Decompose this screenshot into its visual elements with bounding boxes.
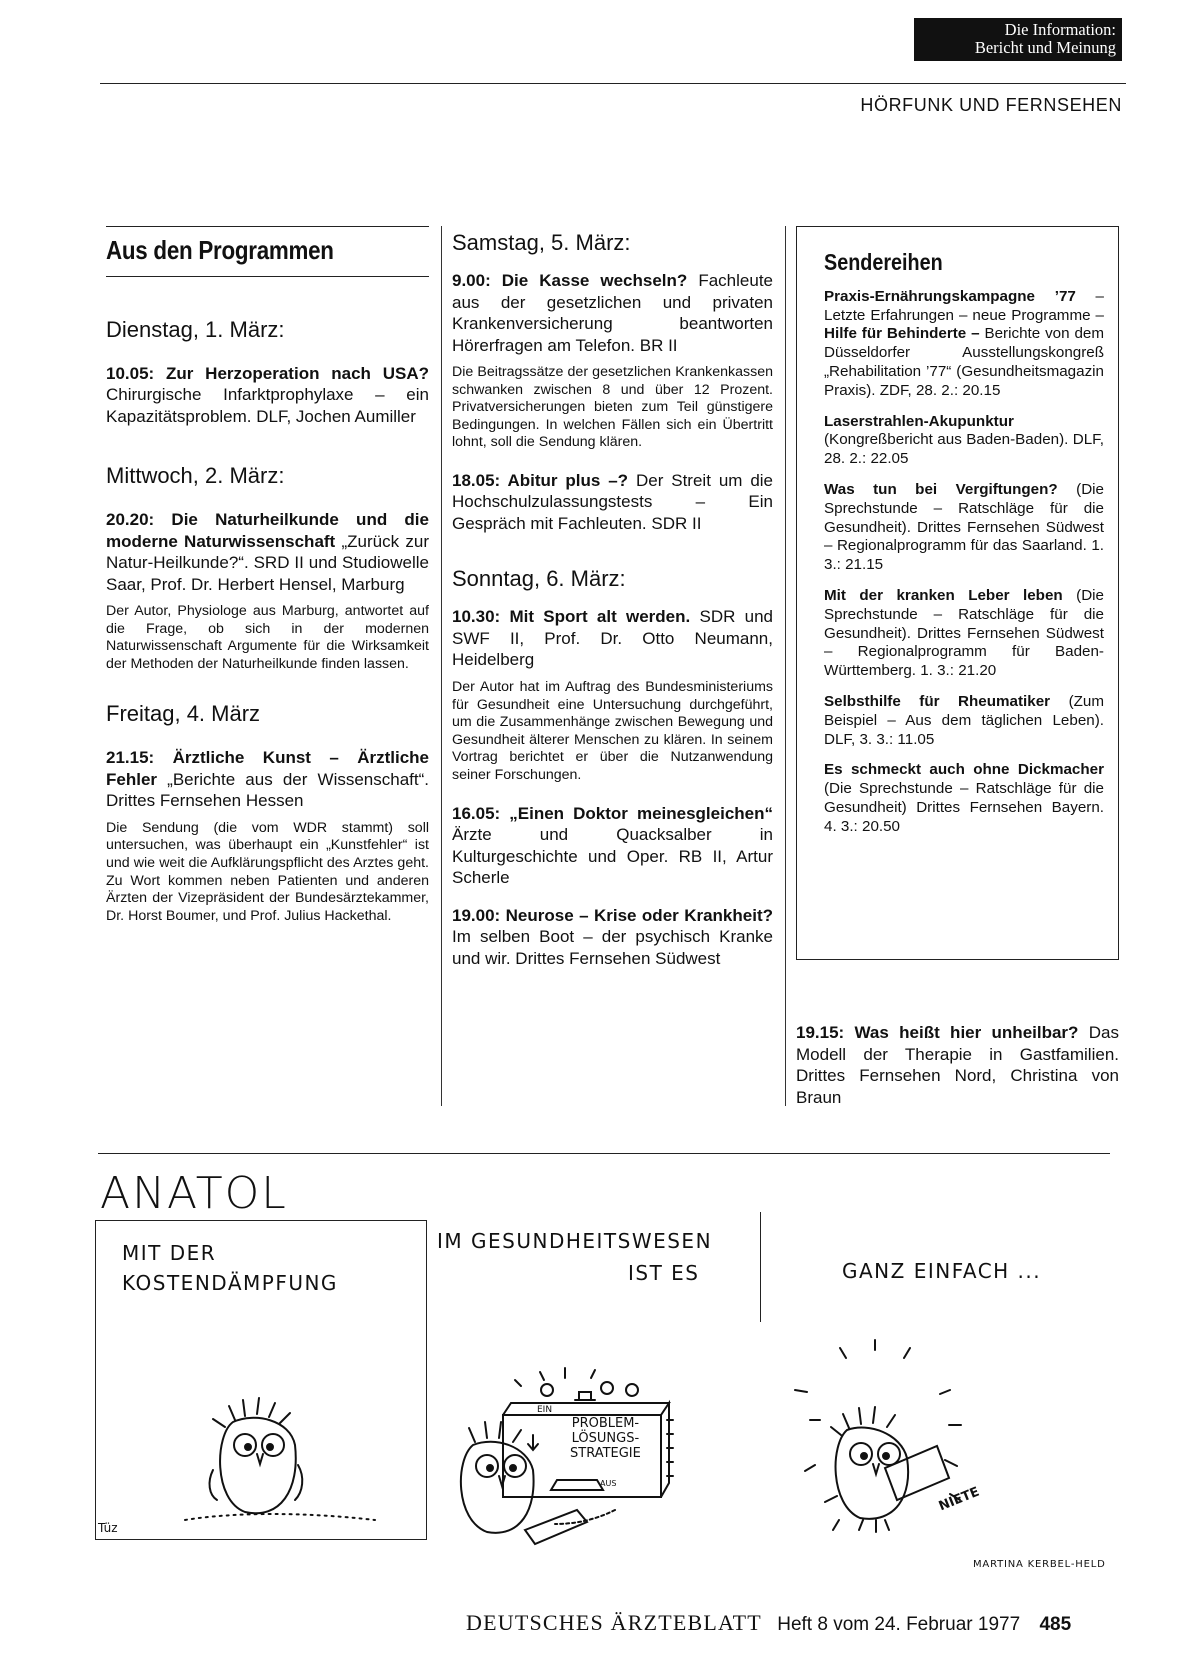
panel-3-caption: GANZ EINFACH ... xyxy=(842,1259,1042,1283)
program-entry: 18.05: Abitur plus –? Der Streit um die Hochschulzulassungstests – Ein Gespräch mit Fachleuten. SDR II xyxy=(452,470,774,533)
magazine-name: DEUTSCHES ÄRZTEBLATT xyxy=(466,1610,762,1635)
panel-2-caption-line-2: IST ES xyxy=(628,1261,700,1285)
series-entry: Was tun bei Vergiftungen? (Die Sprechstunde – Ratschläge für die Gesundheit). Drittes Fernsehen Südwest – Regionalprogramm für das Saarland. 1. 3.: 21.15 xyxy=(824,480,1104,574)
title-rule-bottom xyxy=(106,276,429,277)
owl-icon xyxy=(831,1407,949,1530)
day-heading: Sonntag, 6. März: xyxy=(452,566,626,592)
owl-icon xyxy=(185,1398,375,1520)
program-note: Die Sendung (die vom WDR stammt) soll untersuchen, was überhaupt ein „Kunstfehler“ ist und wie weit die Aufklärungspflicht des Arztes geht. Zu Wort kommen neben Patienten und anderen Ärzten der Vizepräsident der Bundesärztekammer, Dr. Horst Boumer, und Prof. Julius Hackethal. xyxy=(106,819,429,924)
program-entry: 10.30: Mit Sport alt werden. SDR und SWF II, Prof. Dr. Otto Neumann, Heidelberg xyxy=(452,607,773,670)
title-rule-top xyxy=(106,226,429,227)
issue-info: Heft 8 vom 24. Februar 1977 xyxy=(777,1614,1021,1635)
cartoon-title: ANATOL xyxy=(100,1168,288,1219)
sign-label: NIETE xyxy=(936,1484,982,1515)
column-1 xyxy=(106,230,429,943)
program-entry: 10.05: Zur Herzoperation nach USA? Chirurgische Infarktprophylaxe – ein Kapazitätsproblem. DLF, Jochen Aumiller xyxy=(106,363,429,426)
series-title: Sendereihen xyxy=(824,249,943,275)
series-entry: Es schmeckt auch ohne Dickmacher (Die Sprechstunde – Ratschläge für die Gesundheit) Drittes Fernsehen Bayern. 4. 3.: 20.50 xyxy=(824,761,1104,835)
day-heading: Freitag, 4. März xyxy=(106,701,261,727)
signature-right: MARTINA KERBEL-HELD xyxy=(973,1559,1106,1570)
badge-line-2: Bericht und Meinung xyxy=(974,38,1116,57)
page-number: 485 xyxy=(1039,1614,1072,1635)
column-divider xyxy=(785,226,786,1106)
column-2 xyxy=(452,230,773,977)
section-badge xyxy=(914,18,1122,61)
machine-label: PROBLEM- LÖSUNGS- STRATEGIE xyxy=(570,1416,641,1461)
page-footer xyxy=(466,1610,1071,1636)
cartoon-rule xyxy=(98,1153,1110,1154)
series-entry: Mit der kranken Leber leben (Die Sprechstunde – Ratschläge für die Gesundheit). Drittes Fernsehen Südwest – Regionalprogramm für Baden-Württemberg. 1. 3.: 21.20 xyxy=(824,586,1104,680)
series-entry: Praxis-Ernährungskampagne ’77 – Letzte Erfahrungen – neue Programme – Hilfe für Behinderte – Berichte von dem Düsseldorfer Ausstellungskongreß „Rehabilitation ’77“ (Gesundheitsmagazin Praxis). ZDF, 28. 2.: 20.15 xyxy=(824,287,1105,399)
series-entry: Selbsthilfe für Rheumatiker (Zum Beispiel – Aus dem täglichen Leben). DLF, 3. 3.: 11.05 xyxy=(824,692,1105,748)
program-entry: 20.20: Die Naturheilkunde und die moderne Naturwissenschaft „Zurück zur Natur-Heilkunde?“. SRD II und Studiowelle Saar, Prof. Dr. Herbert Hensel, Marburg xyxy=(106,510,429,594)
day-heading: Samstag, 5. März: xyxy=(452,230,631,255)
machine-icon xyxy=(503,1382,673,1544)
signature-left: Tüz xyxy=(98,1521,118,1535)
program-entry: 19.15: Was heißt hier unheilbar? Das Modell der Therapie in Gastfamilien. Drittes Fernsehen Nord, Christina von Braun xyxy=(796,1023,1119,1107)
series-entry: Laserstrahlen-Akupunktur (Kongreßbericht aus Baden-Baden). DLF, 28. 2.: 22.05 xyxy=(824,412,1104,468)
badge-line-1: Die Information: xyxy=(1004,20,1116,39)
panel-2-caption-line-1: IM GESUNDHEITSWESEN xyxy=(437,1229,713,1253)
program-entry: 19.00: Neurose – Krise oder Krankheit? Im selben Boot – der psychisch Kranke und wir. Drittes Fernsehen Südwest xyxy=(452,905,773,968)
day-heading: Mittwoch, 2. März: xyxy=(106,463,285,488)
block-title: Aus den Programmen xyxy=(106,235,334,265)
program-entry: 9.00: Die Kasse wechseln? Fachleute aus der gesetzlichen und privaten Krankenversicherung beantworten Hörerfragen am Telefon. BR II xyxy=(452,271,773,355)
section-label: HÖRFUNK UND FERNSEHEN xyxy=(860,95,1122,115)
program-entry: 16.05: „Einen Doktor meinesgleichen“ Ärzte und Quacksalber in Kulturgeschichte und Oper. RB II, Artur Scherle xyxy=(452,803,773,888)
header-rule xyxy=(100,83,1126,84)
machine-ein-label: EIN xyxy=(537,1405,553,1415)
machine-aus-label: AUS xyxy=(600,1479,617,1488)
day-heading: Dienstag, 1. März: xyxy=(106,316,285,342)
column-divider xyxy=(441,226,442,1106)
program-note: Die Beitragssätze der gesetzlichen Krankenkassen schwanken zwischen 8 und über 12 Prozent. Privatversicherungen bieten zum Teil günstigere Bedingungen. In welchen Fällen sich ein Übertritt lohnt, soll die Sendung klären. xyxy=(452,364,773,451)
owl-icon xyxy=(461,1422,534,1533)
program-note: Der Autor, Physiologe aus Marburg, antwortet auf die Frage, ob sich in der modernen Naturwissenschaft Argumente für die Wirksamkeit der Methoden der Naturheilkunde finden lassen. xyxy=(106,603,429,672)
program-entry: 21.15: Ärztliche Kunst – Ärztliche Fehler „Berichte aus der Wissenschaft“. Drittes Fernsehen Hessen xyxy=(106,748,429,811)
panel-1-caption: MIT DER KOSTENDÄMPFUNG xyxy=(122,1241,338,1295)
series-box xyxy=(796,226,1119,960)
program-note: Der Autor hat im Auftrag des Bundesministeriums für Gesundheit eine Untersuchung durchgeführt, um die Zusammenhänge zwischen Bewegung und Gesundheit älterer Menschen zu klären. In seinem Vortrag berichtet er über die Nutzanwendung seiner Forschungen. xyxy=(452,678,773,783)
